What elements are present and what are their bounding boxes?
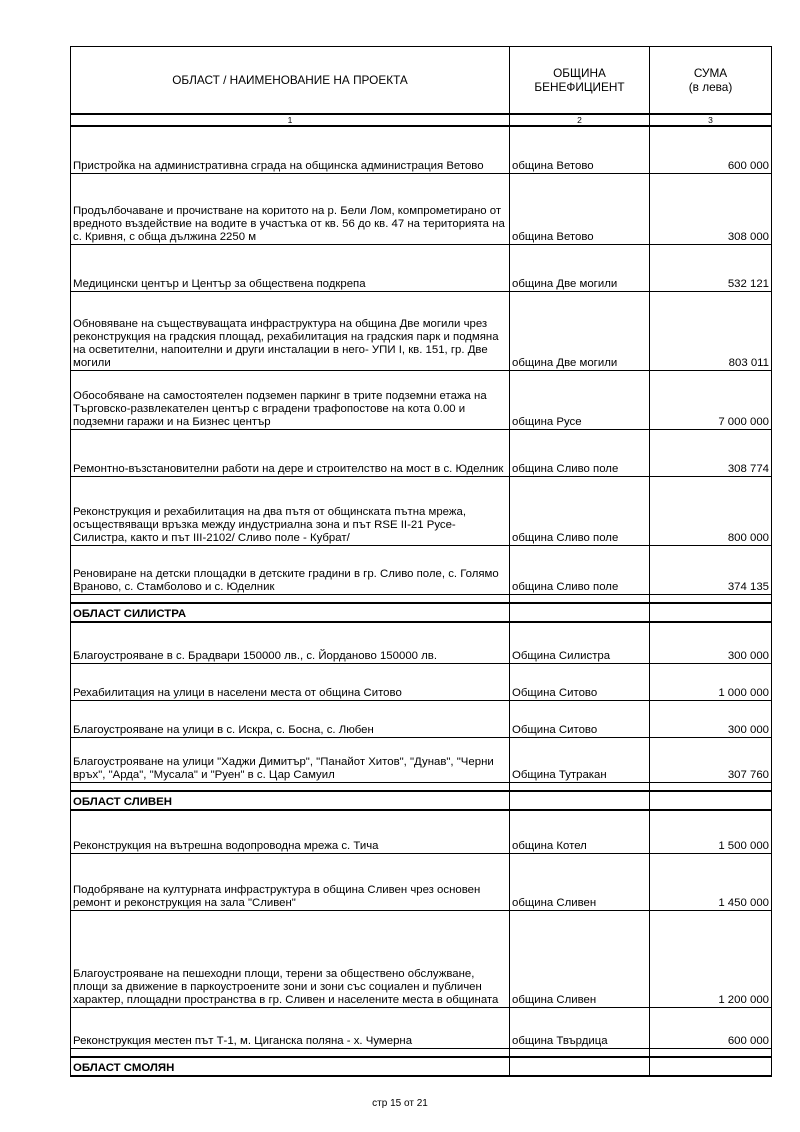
amount: 1 450 000 — [650, 854, 772, 911]
amount: 532 121 — [650, 245, 772, 292]
table-row — [71, 622, 772, 664]
table-row — [71, 546, 772, 595]
table-row — [71, 911, 772, 1008]
region-row — [71, 603, 772, 622]
project-name: Обновяване на съществуващата инфраструктура на община Две могили чрез реконструкция на градския площад, рехабилитация на градския парк и подмяна на осветителни, напоителни и други инсталации в него- УПИ I, кв. 151, гр. Две могили — [71, 292, 510, 371]
spacer-cell — [510, 1049, 650, 1058]
table-row — [71, 292, 772, 371]
region-blank — [510, 603, 650, 622]
region-blank — [650, 603, 772, 622]
beneficiary: община Котел — [510, 810, 650, 854]
beneficiary: Община Ситово — [510, 664, 650, 701]
amount: 7 000 000 — [650, 371, 772, 430]
project-name: Благоустрояване на улици в с. Искра, с. Босна, с. Любен — [71, 701, 510, 738]
spacer-row — [71, 1049, 772, 1058]
region-name: ОБЛАСТ СМОЛЯН — [71, 1057, 510, 1076]
table-row — [71, 701, 772, 738]
table-row — [71, 126, 772, 174]
amount: 300 000 — [650, 622, 772, 664]
project-name: Рехабилитация на улици в населени места от община Ситово — [71, 664, 510, 701]
table-row — [71, 1008, 772, 1049]
project-name: Благоустрояване в с. Брадвари 150000 лв., с. Йорданово 150000 лв. — [71, 622, 510, 664]
spacer-cell — [510, 595, 650, 604]
beneficiary: община Две могили — [510, 292, 650, 371]
table-row — [71, 477, 772, 546]
region-blank — [510, 791, 650, 810]
spacer-cell — [510, 783, 650, 792]
amount: 308 000 — [650, 174, 772, 245]
project-name: Продълбочаване и прочистване на коритото на р. Бели Лом, компрометирано от вредното въздействие на водите в участъка от кв. 56 до кв. 47 на територията на с. Кривня, с обща дължина 2250 м — [71, 174, 510, 245]
table-row — [71, 854, 772, 911]
project-name: Пристройка на административна сграда на общинска администрация Ветово — [71, 126, 510, 174]
beneficiary: община Ветово — [510, 174, 650, 245]
beneficiary: община Русе — [510, 371, 650, 430]
project-name: Подобряване на културната инфраструктура в община Сливен чрез основен ремонт и реконструкция на зала "Сливен" — [71, 854, 510, 911]
table-row — [71, 245, 772, 292]
spacer-row — [71, 783, 772, 792]
column-number-row — [71, 114, 772, 126]
project-name: Реновиране на детски площадки в детските градини в гр. Сливо поле, с. Голямо Враново, с. Стамболово и с. Юделник — [71, 546, 510, 595]
beneficiary: Община Силистра — [510, 622, 650, 664]
table-row — [71, 664, 772, 701]
beneficiary: община Твърдица — [510, 1008, 650, 1049]
beneficiary: община Сливен — [510, 911, 650, 1008]
spacer-cell — [650, 595, 772, 604]
header-project: ОБЛАСТ / НАИМЕНОВАНИЕ НА ПРОЕКТА — [71, 47, 510, 115]
project-name: Медицински център и Център за обществена подкрепа — [71, 245, 510, 292]
spacer-cell — [71, 783, 510, 792]
beneficiary: община Две могили — [510, 245, 650, 292]
project-name: Реконструкция на вътрешна водопроводна мрежа с. Тича — [71, 810, 510, 854]
header-amount: СУМА (в лева) — [650, 47, 772, 115]
project-name: Ремонтно-възстановителни работи на дере и строителство на мост в с. Юделник — [71, 430, 510, 477]
amount: 374 135 — [650, 546, 772, 595]
amount: 1 200 000 — [650, 911, 772, 1008]
region-blank — [510, 1057, 650, 1076]
page-number: стр 15 от 21 — [372, 1098, 428, 1109]
amount: 600 000 — [650, 1008, 772, 1049]
table-row — [71, 430, 772, 477]
region-blank — [650, 791, 772, 810]
amount: 1 500 000 — [650, 810, 772, 854]
beneficiary: община Сливо поле — [510, 477, 650, 546]
beneficiary: община Сливен — [510, 854, 650, 911]
beneficiary: Община Тутракан — [510, 738, 650, 783]
beneficiary: община Сливо поле — [510, 546, 650, 595]
region-name: ОБЛАСТ СЛИВЕН — [71, 791, 510, 810]
amount: 800 000 — [650, 477, 772, 546]
table-row — [71, 174, 772, 245]
spacer-cell — [650, 1049, 772, 1058]
amount: 600 000 — [650, 126, 772, 174]
amount: 803 011 — [650, 292, 772, 371]
table-row — [71, 810, 772, 854]
spacer-cell — [650, 783, 772, 792]
spacer-cell — [71, 1049, 510, 1058]
spacer-cell — [71, 595, 510, 604]
region-row — [71, 1057, 772, 1076]
project-name: Реконструкция и рехабилитация на два пътя от общинската пътна мрежа, осъществяващи връзка между индустриална зона и път RSE II-21 Русе- Силистра, както и път III-2102/ Сливо поле - Кубрат/ — [71, 477, 510, 546]
header-beneficiary: ОБЩИНА БЕНЕФИЦИЕНТ — [510, 47, 650, 115]
beneficiary: община Сливо поле — [510, 430, 650, 477]
project-name: Благоустрояване на улици "Хаджи Димитър", "Панайот Хитов", "Дунав", "Черни връх", "Арда", "Мусала" и "Руен" в с. Цар Самуил — [71, 738, 510, 783]
table-header-row — [71, 47, 772, 115]
budget-table — [70, 46, 772, 1077]
region-blank — [650, 1057, 772, 1076]
column-number-1: 1 — [71, 114, 510, 126]
beneficiary: Община Ситово — [510, 701, 650, 738]
amount: 308 774 — [650, 430, 772, 477]
project-name: Обособяване на самостоятелен подземен паркинг в трите подземни етажа на Търговско-развлекателен център с вградени трафопостове на кота 0.00 и подземни гаражи и на Бизнес център — [71, 371, 510, 430]
table-body — [71, 47, 772, 1077]
beneficiary: община Ветово — [510, 126, 650, 174]
amount: 307 760 — [650, 738, 772, 783]
table-row — [71, 738, 772, 783]
column-number-2: 2 — [510, 114, 650, 126]
amount: 300 000 — [650, 701, 772, 738]
table-row — [71, 371, 772, 430]
amount: 1 000 000 — [650, 664, 772, 701]
column-number-3: 3 — [650, 114, 772, 126]
region-name: ОБЛАСТ СИЛИСТРА — [71, 603, 510, 622]
project-name: Реконструкция местен път Т-1, м. Циганска поляна - х. Чумерна — [71, 1008, 510, 1049]
spacer-row — [71, 595, 772, 604]
project-name: Благоустрояване на пешеходни площи, терени за обществено обслужване, площи за движение в паркоустроените зони и зони със социален и публичен характер, площадни пространства в гр. Сливен и населените места в общината — [71, 911, 510, 1008]
region-row — [71, 791, 772, 810]
